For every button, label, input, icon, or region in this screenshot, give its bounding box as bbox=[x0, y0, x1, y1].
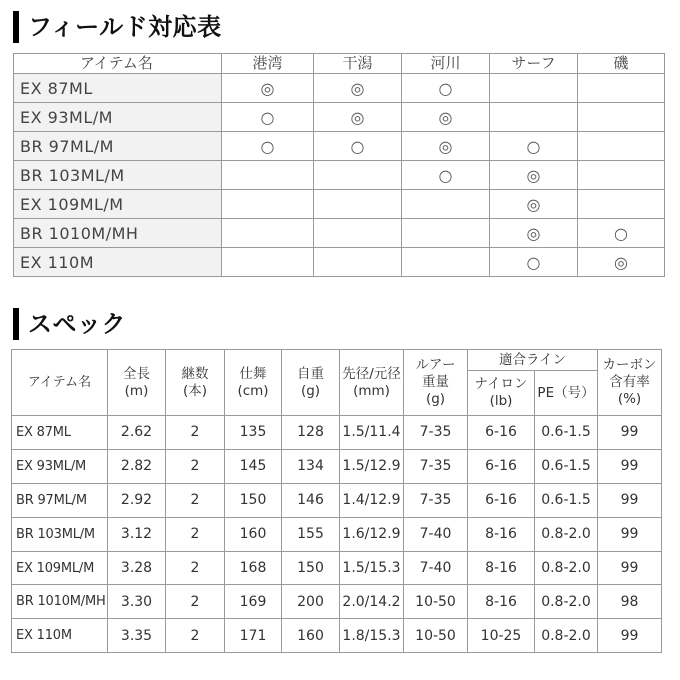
suitability-mark: ○ bbox=[526, 252, 541, 272]
spec-cell-weight: 128 bbox=[282, 416, 340, 450]
field-header-harbor: 港湾 bbox=[222, 54, 314, 74]
field-row-item-name: BR 1010M/MH bbox=[14, 219, 222, 248]
field-cell-tidal-flat bbox=[314, 190, 402, 219]
spec-header-item: アイテム名 bbox=[12, 350, 108, 416]
spec-table-row bbox=[12, 483, 662, 517]
field-section-title: フィールド対応表 bbox=[28, 13, 222, 41]
field-cell-harbor bbox=[222, 74, 314, 103]
field-cell-river bbox=[402, 248, 490, 277]
spec-cell-pieces: 2 bbox=[166, 483, 225, 517]
field-row-item-name: EX 93ML/M bbox=[14, 103, 222, 132]
spec-header-nylon: ナイロン (lb) bbox=[468, 371, 535, 416]
field-cell-rocks bbox=[578, 161, 665, 190]
spec-header-length: 全長 (m) bbox=[108, 350, 166, 416]
spec-cell-carbon: 99 bbox=[598, 449, 662, 483]
spec-cell-weight: 146 bbox=[282, 483, 340, 517]
spec-header-carbon: カーボン 含有率 (%) bbox=[598, 350, 662, 416]
field-cell-harbor bbox=[222, 132, 314, 161]
field-cell-river bbox=[402, 103, 490, 132]
spec-cell-lure: 7-35 bbox=[404, 483, 468, 517]
suitability-mark: ◎ bbox=[260, 78, 275, 98]
spec-cell-carbon: 99 bbox=[598, 551, 662, 585]
field-header-river: 河川 bbox=[402, 54, 490, 74]
spec-section-title: スペック bbox=[28, 310, 126, 338]
spec-header-pe: PE（号） bbox=[535, 371, 598, 416]
field-cell-harbor bbox=[222, 161, 314, 190]
spec-table-row bbox=[12, 551, 662, 585]
spec-cell-pieces: 2 bbox=[166, 585, 225, 619]
spec-cell-diameter: 1.8/15.3 bbox=[340, 619, 404, 653]
spec-cell-nylon: 10-25 bbox=[468, 619, 535, 653]
field-table-row bbox=[14, 74, 665, 103]
suitability-mark: ◎ bbox=[350, 107, 365, 127]
spec-cell-name: EX 87ML bbox=[12, 416, 108, 450]
field-cell-harbor bbox=[222, 190, 314, 219]
spec-cell-length: 3.35 bbox=[108, 619, 166, 653]
spec-cell-pe: 0.8-2.0 bbox=[535, 585, 598, 619]
suitability-mark: ○ bbox=[526, 136, 541, 156]
spec-cell-lure: 7-35 bbox=[404, 416, 468, 450]
spec-cell-lure: 7-40 bbox=[404, 551, 468, 585]
field-cell-tidal-flat bbox=[314, 219, 402, 248]
spec-cell-closed: 160 bbox=[225, 517, 282, 551]
field-cell-rocks bbox=[578, 190, 665, 219]
spec-cell-pe: 0.6-1.5 bbox=[535, 449, 598, 483]
suitability-mark: ○ bbox=[260, 136, 275, 156]
spec-cell-pieces: 2 bbox=[166, 416, 225, 450]
field-header-surf: サーフ bbox=[490, 54, 578, 74]
field-cell-tidal-flat bbox=[314, 103, 402, 132]
spec-header-line: 適合ライン bbox=[468, 350, 598, 371]
field-cell-rocks bbox=[578, 103, 665, 132]
field-cell-tidal-flat bbox=[314, 248, 402, 277]
spec-cell-diameter: 1.5/15.3 bbox=[340, 551, 404, 585]
spec-header-closed-length: 仕舞 (cm) bbox=[225, 350, 282, 416]
field-cell-rocks bbox=[578, 132, 665, 161]
field-cell-harbor bbox=[222, 248, 314, 277]
section-marker bbox=[13, 11, 19, 43]
spec-cell-closed: 150 bbox=[225, 483, 282, 517]
field-table-row bbox=[14, 161, 665, 190]
suitability-mark: ◎ bbox=[526, 223, 541, 243]
spec-cell-name: EX 110M bbox=[12, 619, 108, 653]
spec-header-diameter: 先径/元径 (mm) bbox=[340, 350, 404, 416]
suitability-mark: ○ bbox=[350, 136, 365, 156]
spec-cell-nylon: 8-16 bbox=[468, 551, 535, 585]
spec-header-pieces: 継数 (本) bbox=[166, 350, 225, 416]
suitability-mark: ◎ bbox=[350, 78, 365, 98]
section-marker bbox=[13, 308, 19, 340]
field-cell-river bbox=[402, 74, 490, 103]
spec-table bbox=[11, 349, 662, 653]
spec-header-weight: 自重 (g) bbox=[282, 350, 340, 416]
spec-cell-length: 2.92 bbox=[108, 483, 166, 517]
field-cell-tidal-flat bbox=[314, 132, 402, 161]
spec-cell-weight: 200 bbox=[282, 585, 340, 619]
spec-cell-closed: 135 bbox=[225, 416, 282, 450]
field-cell-surf bbox=[490, 132, 578, 161]
field-row-item-name: BR 97ML/M bbox=[14, 132, 222, 161]
spec-cell-carbon: 99 bbox=[598, 416, 662, 450]
field-compatibility-table bbox=[13, 53, 665, 277]
suitability-mark: ◎ bbox=[438, 136, 453, 156]
spec-cell-nylon: 8-16 bbox=[468, 517, 535, 551]
spec-cell-pieces: 2 bbox=[166, 517, 225, 551]
spec-cell-carbon: 99 bbox=[598, 483, 662, 517]
spec-cell-pieces: 2 bbox=[166, 619, 225, 653]
spec-cell-diameter: 1.4/12.9 bbox=[340, 483, 404, 517]
spec-cell-diameter: 2.0/14.2 bbox=[340, 585, 404, 619]
field-cell-rocks bbox=[578, 74, 665, 103]
field-table-row bbox=[14, 103, 665, 132]
spec-cell-nylon: 6-16 bbox=[468, 449, 535, 483]
field-table-row bbox=[14, 248, 665, 277]
suitability-mark: ◎ bbox=[526, 165, 541, 185]
field-cell-rocks bbox=[578, 248, 665, 277]
spec-table-row bbox=[12, 449, 662, 483]
field-cell-harbor bbox=[222, 103, 314, 132]
spec-cell-pe: 0.8-2.0 bbox=[535, 551, 598, 585]
spec-cell-lure: 7-35 bbox=[404, 449, 468, 483]
spec-cell-diameter: 1.5/11.4 bbox=[340, 416, 404, 450]
suitability-mark: ◎ bbox=[614, 252, 628, 272]
spec-cell-diameter: 1.5/12.9 bbox=[340, 449, 404, 483]
spec-cell-nylon: 8-16 bbox=[468, 585, 535, 619]
spec-cell-pieces: 2 bbox=[166, 551, 225, 585]
field-cell-rocks bbox=[578, 219, 665, 248]
field-cell-surf bbox=[490, 161, 578, 190]
spec-table-row bbox=[12, 517, 662, 551]
field-header-rocks: 磯 bbox=[578, 54, 665, 74]
field-cell-river bbox=[402, 161, 490, 190]
spec-cell-closed: 168 bbox=[225, 551, 282, 585]
field-cell-tidal-flat bbox=[314, 74, 402, 103]
spec-cell-pe: 0.6-1.5 bbox=[535, 483, 598, 517]
suitability-mark: ○ bbox=[614, 223, 628, 243]
field-cell-surf bbox=[490, 248, 578, 277]
spec-cell-length: 3.28 bbox=[108, 551, 166, 585]
field-cell-river bbox=[402, 190, 490, 219]
spec-cell-pe: 0.6-1.5 bbox=[535, 416, 598, 450]
suitability-mark: ○ bbox=[260, 107, 275, 127]
spec-cell-length: 3.12 bbox=[108, 517, 166, 551]
spec-cell-pe: 0.8-2.0 bbox=[535, 517, 598, 551]
spec-cell-lure: 7-40 bbox=[404, 517, 468, 551]
spec-cell-name: EX 109ML/M bbox=[12, 551, 108, 585]
spec-header-lure-weight: ルアー 重量 (g) bbox=[404, 350, 468, 416]
spec-cell-weight: 150 bbox=[282, 551, 340, 585]
field-cell-surf bbox=[490, 103, 578, 132]
field-header-item: アイテム名 bbox=[14, 54, 222, 74]
field-table-row bbox=[14, 190, 665, 219]
field-table-row bbox=[14, 219, 665, 248]
spec-cell-carbon: 99 bbox=[598, 517, 662, 551]
suitability-mark: ○ bbox=[438, 165, 453, 185]
field-row-item-name: EX 87ML bbox=[14, 74, 222, 103]
spec-cell-nylon: 6-16 bbox=[468, 416, 535, 450]
spec-cell-lure: 10-50 bbox=[404, 619, 468, 653]
field-cell-surf bbox=[490, 190, 578, 219]
spec-cell-weight: 134 bbox=[282, 449, 340, 483]
field-cell-surf bbox=[490, 74, 578, 103]
spec-cell-name: BR 1010M/MH bbox=[12, 585, 108, 619]
spec-table-row bbox=[12, 585, 662, 619]
spec-cell-diameter: 1.6/12.9 bbox=[340, 517, 404, 551]
spec-cell-closed: 145 bbox=[225, 449, 282, 483]
spec-cell-length: 3.30 bbox=[108, 585, 166, 619]
spec-table-row bbox=[12, 416, 662, 450]
spec-cell-name: BR 97ML/M bbox=[12, 483, 108, 517]
suitability-mark: ◎ bbox=[438, 107, 453, 127]
spec-cell-name: BR 103ML/M bbox=[12, 517, 108, 551]
field-row-item-name: EX 109ML/M bbox=[14, 190, 222, 219]
spec-cell-name: EX 93ML/M bbox=[12, 449, 108, 483]
spec-cell-lure: 10-50 bbox=[404, 585, 468, 619]
field-table-row bbox=[14, 132, 665, 161]
spec-cell-length: 2.82 bbox=[108, 449, 166, 483]
field-cell-harbor bbox=[222, 219, 314, 248]
spec-cell-carbon: 99 bbox=[598, 619, 662, 653]
spec-cell-carbon: 98 bbox=[598, 585, 662, 619]
field-cell-river bbox=[402, 132, 490, 161]
suitability-mark: ◎ bbox=[526, 194, 541, 214]
spec-cell-nylon: 6-16 bbox=[468, 483, 535, 517]
field-row-item-name: EX 110M bbox=[14, 248, 222, 277]
field-cell-surf bbox=[490, 219, 578, 248]
spec-cell-length: 2.62 bbox=[108, 416, 166, 450]
spec-table-row bbox=[12, 619, 662, 653]
field-cell-river bbox=[402, 219, 490, 248]
spec-cell-weight: 155 bbox=[282, 517, 340, 551]
suitability-mark: ○ bbox=[438, 78, 453, 98]
spec-cell-pieces: 2 bbox=[166, 449, 225, 483]
spec-cell-weight: 160 bbox=[282, 619, 340, 653]
field-header-tidal-flat: 干潟 bbox=[314, 54, 402, 74]
spec-cell-pe: 0.8-2.0 bbox=[535, 619, 598, 653]
field-cell-tidal-flat bbox=[314, 161, 402, 190]
spec-cell-closed: 171 bbox=[225, 619, 282, 653]
spec-cell-closed: 169 bbox=[225, 585, 282, 619]
field-row-item-name: BR 103ML/M bbox=[14, 161, 222, 190]
